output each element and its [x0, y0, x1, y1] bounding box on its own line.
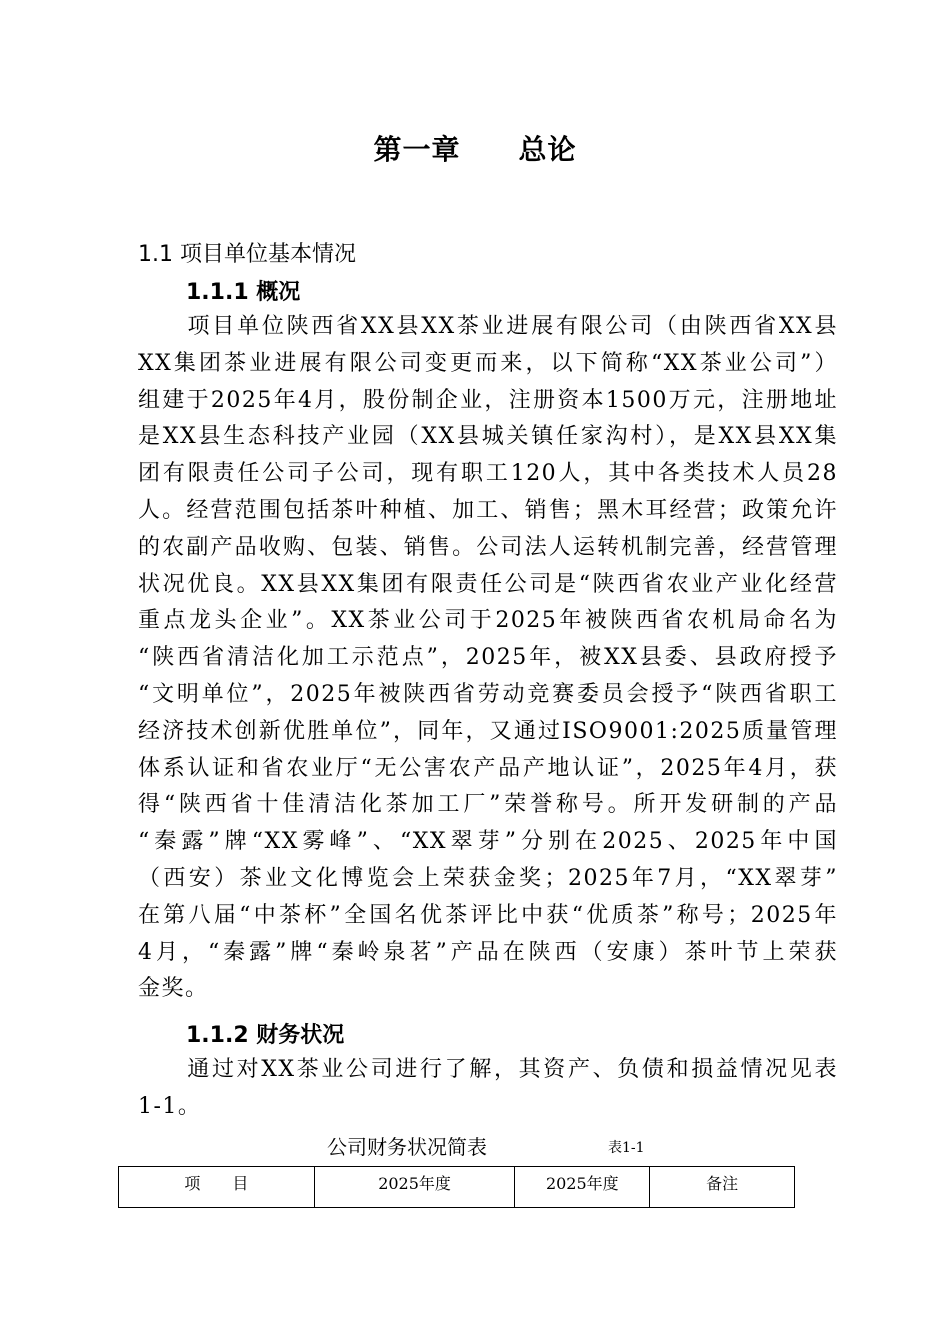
table-header-row: [119, 1167, 795, 1208]
overview-line: 组建于2025年4月，股份制企业，注册资本1500万元，注册地址: [138, 387, 838, 413]
table-number: 表1-1: [608, 1140, 645, 1156]
overview-line: 团有限责任公司子公司，现有职工120人，其中各类技术人员28: [138, 461, 838, 487]
table-header-cell-item: 项 目: [119, 1167, 315, 1208]
table-caption: 公司财务状况简表: [327, 1135, 487, 1159]
financial-summary-table: [118, 1166, 795, 1208]
overview-line: 金奖。: [138, 976, 209, 1002]
subsection-heading-1-1-1: 1.1.1 概况: [186, 280, 301, 305]
section-heading-1-1: 1.1 项目单位基本情况: [138, 242, 356, 267]
overview-line: 4月，“秦露”牌“秦岭泉茗”产品在陕西（安康）茶叶节上荣获: [138, 939, 838, 965]
subsection-heading-1-1-2: 1.1.2 财务状况: [186, 1023, 345, 1048]
overview-line: 体系认证和省农业厅“无公害农产品产地认证”，2025年4月，获: [138, 755, 838, 781]
overview-line: 是XX县生态科技产业园（XX县城关镇任家沟村），是XX县XX集: [138, 424, 838, 450]
overview-line: 重点龙头企业”。XX茶业公司于2025年被陕西省农机局命名为: [138, 608, 838, 634]
overview-line: 经济技术创新优胜单位”，同年，又通过ISO9001:2025质量管理: [138, 718, 838, 744]
overview-line: （西安）茶业文化博览会上荣获金奖；2025年7月，“XX翠芽”: [138, 865, 838, 891]
overview-paragraph: [138, 309, 838, 1008]
overview-line: 得“陕西省十佳清洁化茶加工厂”荣誉称号。所开发研制的产品: [138, 792, 838, 818]
table-header-cell-year-1: 2025年度: [314, 1167, 515, 1208]
finance-line: 1-1。: [138, 1093, 202, 1119]
overview-line: “文明单位”，2025年被陕西省劳动竞赛委员会授予“陕西省职工: [138, 681, 838, 707]
overview-line: “陕西省清洁化加工示范点”，2025年，被XX县委、县政府授予: [138, 645, 838, 671]
overview-line: 项目单位陕西省XX县XX茶业进展有限公司（由陕西省XX县: [138, 314, 838, 339]
finance-paragraph: [138, 1052, 838, 1126]
table-header-cell-remarks: 备注: [650, 1167, 795, 1208]
chapter-title: 第一章 总论: [373, 133, 577, 166]
finance-line: 通过对XX茶业公司进行了解，其资产、负债和损益情况见表: [138, 1057, 838, 1082]
overview-line: 状况优良。XX县XX集团有限责任公司是“陕西省农业产业化经营: [138, 571, 838, 597]
overview-line: XX集团茶业进展有限公司变更而来，以下简称“XX茶业公司”）: [138, 350, 838, 376]
overview-line: 人。经营范围包括茶叶种植、加工、销售；黑木耳经营；政策允许: [138, 497, 838, 523]
overview-line: 在第八届“中茶杯”全国名优茶评比中获“优质茶”称号；2025年: [138, 902, 838, 928]
overview-line: “秦露”牌“XX雾峰”、“XX翠芽”分别在2025、2025年中国: [138, 829, 838, 855]
overview-line: 的农副产品收购、包装、销售。公司法人运转机制完善，经营管理: [138, 534, 838, 560]
table-header-cell-year-2: 2025年度: [515, 1167, 650, 1208]
